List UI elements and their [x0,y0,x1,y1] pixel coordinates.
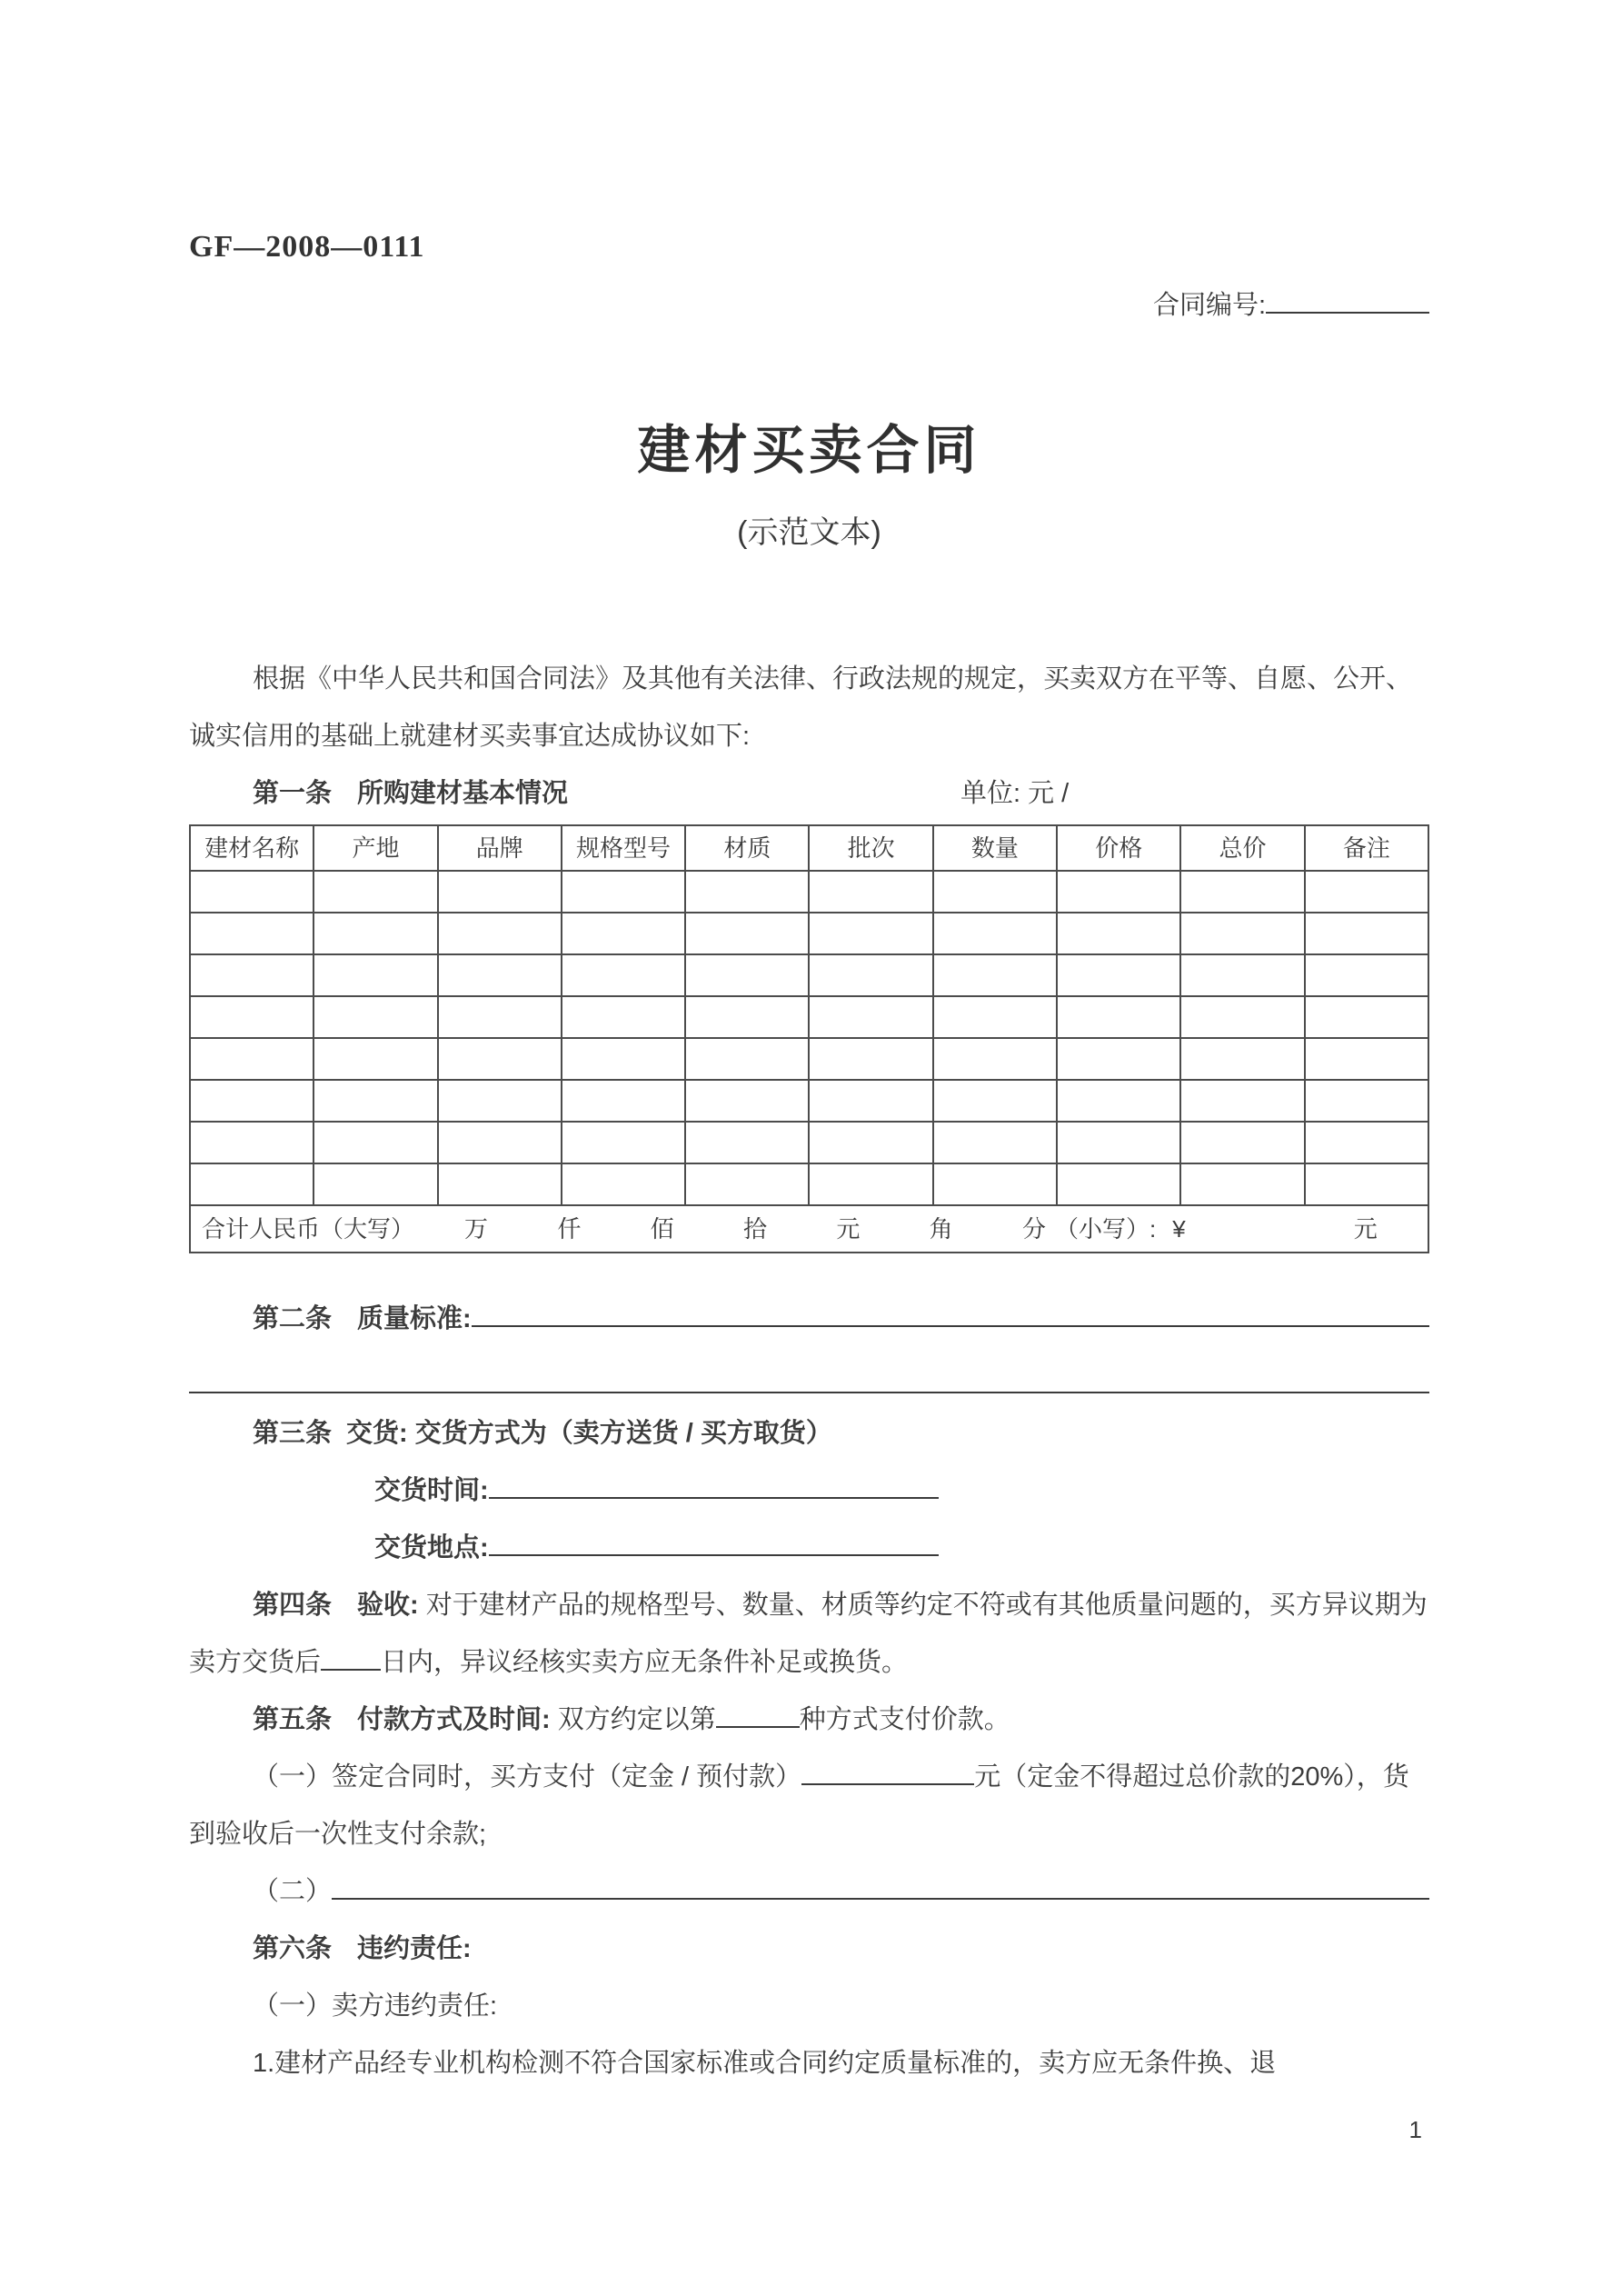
table-empty-cell [933,1122,1057,1163]
table-empty-cell [313,871,437,913]
table-empty-cell [562,1038,685,1080]
table-empty-cell [809,1038,932,1080]
table-empty-cell [1305,1038,1428,1080]
article-2-number: 第二条 [253,1304,333,1333]
unit-label: 单位: 元 / [960,779,1070,808]
contract-no-label: 合同编号: [1152,291,1266,320]
table-empty-cell [809,871,932,913]
table-empty-cell [809,996,932,1038]
payment-item-2-blank [332,1873,1429,1900]
table-empty-cell [1057,1080,1180,1122]
seller-breach-item: （一）卖方违约责任: [253,1992,498,2021]
table-empty-cell [438,996,562,1038]
table-empty-row [190,913,1428,954]
table-empty-cell [190,1163,313,1205]
delivery-place-row [189,1520,1429,1577]
table-header-cell: 总价 [1180,825,1304,871]
table-empty-cell [1057,1038,1180,1080]
table-empty-cell [190,871,313,913]
table-empty-cell [438,1038,562,1080]
article-4-body-after: 日内，异议经核实卖方应无条件补足或换货。 [381,1648,909,1677]
total-digit-label: 分 [1021,1215,1046,1243]
table-empty-cell [313,1080,437,1122]
table-empty-cell [190,1038,313,1080]
table-empty-cell [313,996,437,1038]
table-empty-cell [313,1122,437,1163]
table-empty-cell [313,913,437,954]
article-6-heading [189,1921,1429,1978]
table-empty-cell [438,954,562,996]
article-6-number: 第六条 [253,1934,333,1963]
total-digit-label: 佰 [650,1215,674,1243]
article-1-number: 第一条 [253,779,333,808]
table-empty-cell [685,913,809,954]
article-1-title: 所购建材基本情况 [357,779,569,808]
total-digit-label: 角 [929,1215,953,1243]
total-digit-label: 万 [464,1215,489,1243]
article-4-body-before: 对于建材产品的规格型号、数量、材质等约定不符或有其他质量问题的，买方异议期为卖方交货后 [189,1591,1428,1677]
table-header-cell: 材质 [685,825,809,871]
deposit-amount-blank [801,1759,974,1785]
table-empty-cell [1180,1080,1304,1122]
table-empty-cell [809,1080,932,1122]
payment-method-blank [716,1702,800,1728]
table-header-cell: 建材名称 [190,825,313,871]
table-empty-cell [685,1122,809,1163]
materials-table [189,824,1429,1253]
doc-code: GF—2008—0111 [189,230,425,264]
article-1-heading [189,765,1429,823]
article-4-paragraph [189,1577,1429,1692]
table-empty-cell [562,996,685,1038]
total-yuan-label: 元 [1353,1215,1378,1243]
payment-item-1 [189,1749,1429,1863]
objection-days-blank [321,1644,381,1671]
table-empty-cell [809,1122,932,1163]
table-empty-cell [1057,1122,1180,1163]
table-empty-row [190,996,1428,1038]
table-empty-cell [1180,1122,1304,1163]
table-empty-cell [933,1038,1057,1080]
payment-item-2 [189,1863,1429,1921]
table-empty-cell [685,871,809,913]
contract-no-row [189,287,1429,324]
table-empty-cell [1180,871,1304,913]
article-2-heading [189,1291,1429,1348]
table-empty-cell [190,954,313,996]
table-empty-cell [1180,913,1304,954]
table-empty-row [190,1163,1428,1205]
article-5-label: 付款方式及时间: [357,1705,558,1734]
table-empty-row [190,1080,1428,1122]
article-4-number: 第四条 [253,1591,333,1620]
table-empty-cell [562,1080,685,1122]
table-empty-cell [685,1163,809,1205]
table-empty-cell [933,871,1057,913]
table-empty-cell [438,1163,562,1205]
table-empty-cell [933,996,1057,1038]
table-empty-cell [933,954,1057,996]
quality-standard-blank [472,1301,1429,1327]
table-empty-cell [1057,1163,1180,1205]
article-3-heading [189,1405,1429,1462]
delivery-place-label: 交货地点: [374,1533,489,1562]
table-empty-cell [190,1080,313,1122]
intro-paragraph: 根据《中华人民共和国合同法》及其他有关法律、行政法规的规定，买卖双方在平等、自愿、公开、诚实信用的基础上就建材买卖事宜达成协议如下: [189,664,1413,751]
table-empty-cell [1305,1080,1428,1122]
table-empty-cell [685,996,809,1038]
table-empty-cell [438,1122,562,1163]
total-currency-symbol: ¥ [1172,1215,1186,1243]
table-empty-cell [1057,871,1180,913]
total-label: 合计人民币（大写） [202,1215,415,1243]
table-empty-cell [438,1080,562,1122]
table-empty-cell [1305,1122,1428,1163]
table-empty-cell [438,913,562,954]
article-3-number: 第三条 [253,1419,333,1448]
payment-item-2-label: （二） [253,1877,333,1906]
article-3-text: 交货方式为（卖方送货 / 买方取货） [414,1419,832,1448]
total-digit-label: 仟 [557,1215,582,1243]
table-empty-cell [190,1122,313,1163]
delivery-time-label: 交货时间: [374,1476,489,1505]
table-header-cell: 规格型号 [562,825,685,871]
table-empty-cell [933,1163,1057,1205]
table-empty-cell [685,1080,809,1122]
contract-no-blank [1266,287,1429,314]
materials-table-body [190,871,1428,1205]
table-empty-cell [809,954,932,996]
table-empty-cell [685,954,809,996]
materials-table-head-row [190,825,1428,871]
table-empty-cell [1305,954,1428,996]
table-empty-cell [313,1163,437,1205]
article-5-number: 第五条 [253,1705,333,1734]
table-empty-cell [1180,996,1304,1038]
total-digits [464,1215,1046,1243]
table-empty-cell [562,954,685,996]
table-header-cell: 备注 [1305,825,1428,871]
table-empty-cell [685,1038,809,1080]
table-empty-cell [1305,996,1428,1038]
table-empty-cell [313,954,437,996]
table-empty-cell [933,1080,1057,1122]
table-empty-cell [1057,996,1180,1038]
delivery-time-row [189,1462,1429,1520]
table-header-cell: 产地 [313,825,437,871]
table-empty-cell [1305,871,1428,913]
table-empty-cell [190,913,313,954]
table-empty-cell [562,1122,685,1163]
table-empty-cell [1180,1038,1304,1080]
article-2-title: 质量标准: [357,1304,472,1333]
table-empty-row [190,1038,1428,1080]
payment-item-1-after: 元（定金不得超过总价款的20%），货到验收后一次性支付余款; [189,1762,1409,1849]
delivery-place-blank [489,1530,939,1556]
payment-item-1-before: （一）签定合同时，买方支付（定金 / 预付款） [253,1762,802,1792]
table-empty-cell [562,913,685,954]
table-empty-cell [190,996,313,1038]
article-5-body-after: 种方式支付价款。 [799,1705,1010,1734]
table-header-cell: 价格 [1057,825,1180,871]
table-empty-cell [313,1038,437,1080]
breach-sub-item-1: 1.建材产品经专业机构检测不符合国家标准或合同约定质量标准的，卖方应无条件换、退 [253,2049,1277,2078]
delivery-time-blank [489,1472,939,1499]
table-empty-cell [1305,1163,1428,1205]
table-header-cell: 数量 [933,825,1057,871]
table-empty-cell [809,1163,932,1205]
table-empty-cell [1057,954,1180,996]
table-empty-cell [1305,913,1428,954]
article-5-body-before: 双方约定以第 [557,1705,716,1734]
total-digit-label: 拾 [743,1215,768,1243]
article-3-label: 交货: [346,1419,415,1448]
table-empty-cell [562,871,685,913]
quality-standard-continuation-blank [189,1348,1429,1393]
article-6-title: 违约责任: [357,1934,472,1963]
total-row-content [202,1215,1417,1243]
table-empty-cell [933,913,1057,954]
table-header-cell: 品牌 [438,825,562,871]
table-empty-cell [1057,913,1180,954]
article-4-label: 验收: [357,1591,426,1620]
total-row [190,1205,1428,1253]
table-empty-cell [562,1163,685,1205]
page-number: 1 [1408,2116,1422,2143]
table-empty-cell [438,871,562,913]
table-empty-cell [1180,1163,1304,1205]
total-digit-label: 元 [836,1215,861,1243]
table-empty-row [190,871,1428,913]
document-subtitle: (示范文本) [737,515,881,550]
table-empty-cell [809,913,932,954]
total-xiaoxie-label: （小写）: [1055,1215,1157,1243]
table-empty-row [190,1122,1428,1163]
article-5-paragraph [189,1692,1429,1749]
table-header-cell: 批次 [809,825,932,871]
document-title: 建材买卖合同 [637,421,981,480]
table-empty-cell [1180,954,1304,996]
table-empty-row [190,954,1428,996]
